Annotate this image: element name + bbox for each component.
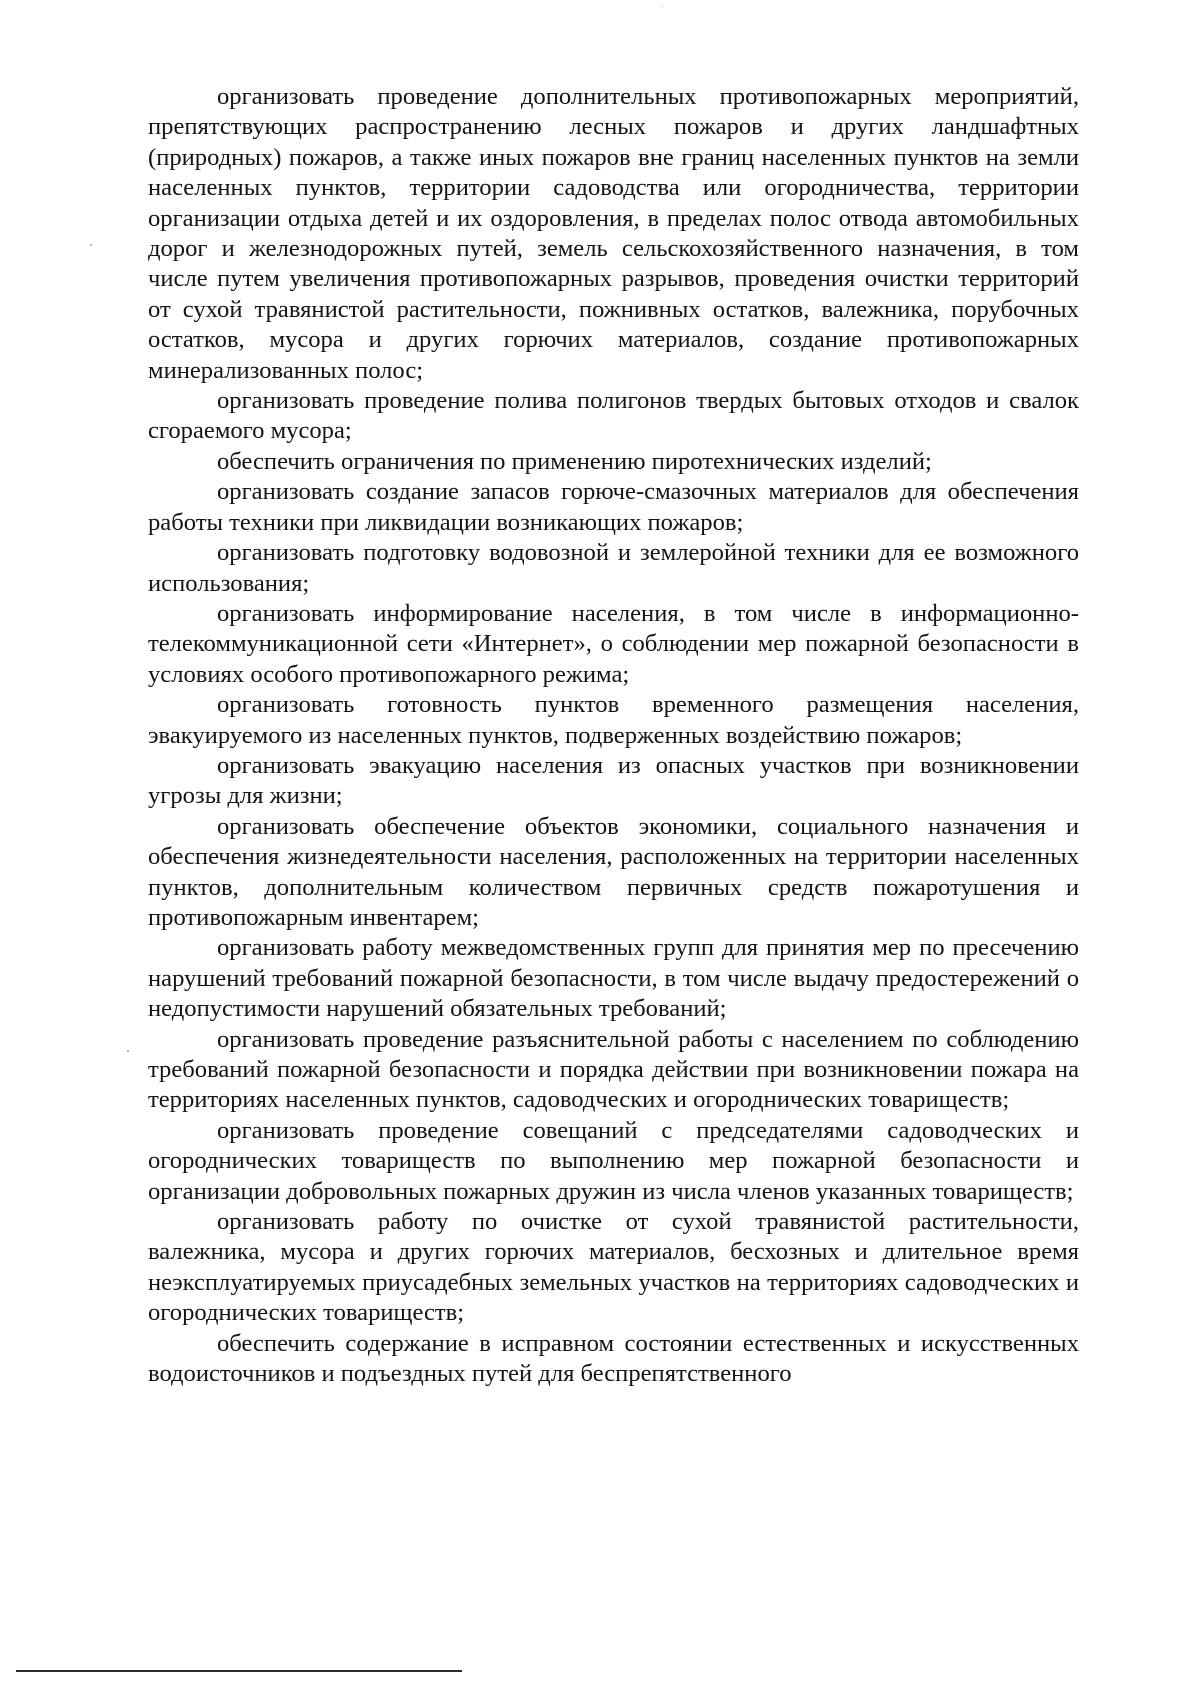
paragraph-pyrotechnics-restriction: обеспечить ограничения по применению пиротехнических изделий;	[217, 447, 932, 475]
paragraph-meetings-with-chairmen: организовать проведение совещаний с председателями садоводческих и огороднических товариществ по выполнению мер пожарной безопасности и организации добровольных пожарных дружин из числа членов указанных товариществ;	[148, 1116, 1079, 1205]
scan-speck	[662, 6, 663, 7]
footer-rule	[16, 1670, 462, 1672]
paragraph-fuel-reserves: организовать создание запасов горюче-смазочных материалов для обеспечения работы техники при ликвидации возникающих пожаров;	[148, 478, 1079, 536]
paragraph-landfill-watering: организовать проведение полива полигонов твердых бытовых отходов и свалок сгораемого мусора;	[148, 387, 1079, 445]
document-body	[148, 82, 1079, 1389]
paragraph-fire-prevention-measures: организовать проведение дополнительных противопожарных мероприятий, препятствующих распространению лесных пожаров и других ландшафтных (природных) пожаров, а также иных пожаров вне границ населенных пунктов на земли населенных пунктов, территории садоводства или огородничества, территории организации отдыха детей и их оздоровления, в пределах полос отвода автомобильных дорог и железнодорожных путей, земель сельскохозяйственного назначения, в том числе путем увеличения противопожарных разрывов, проведения очистки территорий от сухой травянистой растительности, пожнивных остатков, валежника, порубочных остатков, мусора и других горючих материалов, создание противопожарных минерализованных полос;	[148, 83, 1079, 384]
scan-speck	[127, 1050, 129, 1052]
paragraph-equipment-preparation: организовать подготовку водовозной и землеройной техники для ее возможного использования;	[148, 539, 1079, 597]
paragraph-temporary-accommodation: организовать готовность пунктов временного размещения населения, эвакуируемого из населенных пунктов, подверженных воздействию пожаров;	[148, 691, 1079, 749]
scan-speck	[90, 244, 92, 246]
paragraph-plot-cleanup: организовать работу по очистке от сухой травянистой растительности, валежника, мусора и других горючих материалов, бесхозных и длительное время неэксплуатируемых приусадебных земельных участков на территориях садоводческих и огороднических товариществ;	[148, 1208, 1079, 1327]
paragraph-primary-extinguishing-means: организовать обеспечение объектов экономики, социального назначения и обеспечения жизнедеятельности населения, расположенных на территории населенных пунктов, дополнительным количеством первичных средств пожаротушения и противопожарным инвентарем;	[148, 812, 1079, 931]
paragraph-water-sources: обеспечить содержание в исправном состоянии естественных и искусственных водоисточников и подъездных путей для беспрепятственного	[148, 1329, 1079, 1388]
paragraph-public-information: организовать информирование населения, в том числе в информационно-телекоммуникационной сети «Интернет», о соблюдении мер пожарной безопасности в условиях особого противопожарного режима;	[148, 599, 1079, 688]
paragraph-evacuation: организовать эвакуацию населения из опасных участков при возникновении угрозы для жизни;	[148, 751, 1079, 810]
paragraph-explanatory-work: организовать проведение разъяснительной работы с населением по соблюдению требований пожарной безопасности и порядка действии при возникновении пожара на территориях населенных пунктов, садоводческих и огороднических товариществ;	[148, 1025, 1079, 1114]
paragraph-interagency-groups: организовать работу межведомственных групп для принятия мер по пресечению нарушений требований пожарной безопасности, в том числе выдачу предостережений о недопустимости нарушений обязательных требований;	[148, 934, 1079, 1023]
